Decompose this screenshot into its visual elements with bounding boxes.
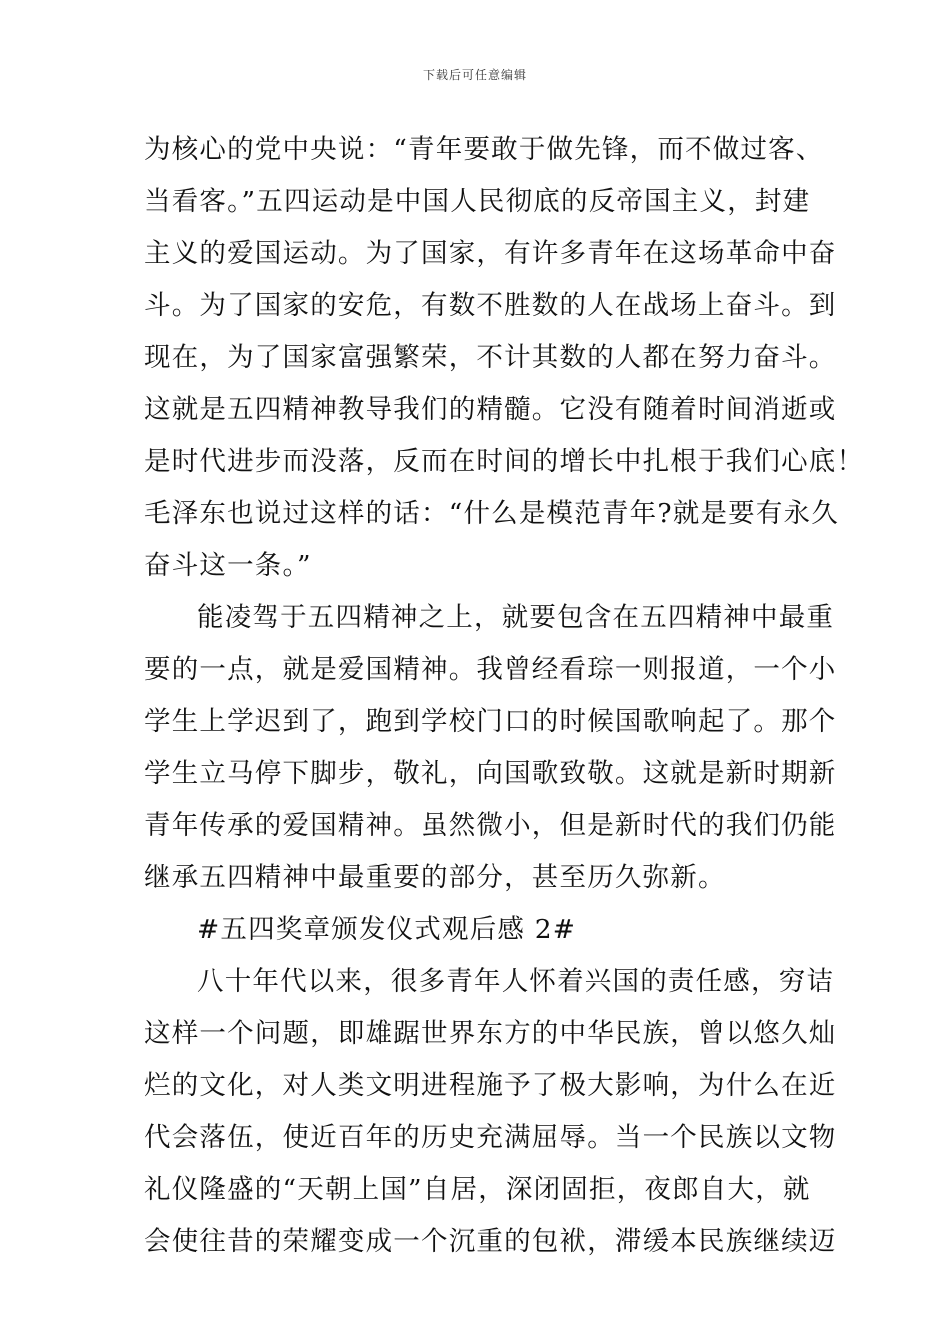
text-line: 毛泽东也说过这样的话：“什么是模范青年?就是要有永久: [144, 498, 839, 529]
text-line: 学生立马停下脚步，敬礼，向国歌致敬。这就是新时期新: [144, 758, 837, 789]
text-line: 当看客。”五四运动是中国人民彻底的反帝国主义，封建: [144, 186, 811, 217]
text-line: 八十年代以来，很多青年人怀着兴国的责任感，穷诘: [197, 966, 835, 997]
text-line: 能凌驾于五四精神之上，就要包含在五四精神中最重: [197, 602, 835, 633]
body-text: [144, 124, 865, 1268]
text-line: 这就是五四精神教导我们的精髓。它没有随着时间消逝或: [144, 394, 837, 425]
text-line: 现在，为了国家富强繁荣，不计其数的人都在努力奋斗。: [144, 342, 837, 373]
section-heading: #五四奖章颁发仪式观后感 2#: [197, 914, 577, 945]
text-line: 烂的文化，对人类文明进程施予了极大影响，为什么在近: [144, 1070, 837, 1101]
text-line: 要的一点，就是爱国精神。我曾经看琮一则报道，一个小: [144, 654, 837, 685]
text-line: 奋斗这一条。”: [144, 550, 312, 581]
text-line: 会使往昔的荣耀变成一个沉重的包袱，滞缓本民族继续迈: [144, 1226, 837, 1257]
text-line: 斗。为了国家的安危，有数不胜数的人在战场上奋斗。到: [144, 290, 837, 321]
text-line: 为核心的党中央说：“青年要敢于做先锋，而不做过客、: [144, 134, 824, 165]
text-line: 青年传承的爱国精神。虽然微小，但是新时代的我们仍能: [144, 810, 837, 841]
text-line: 礼仪隆盛的“天朝上国”自居，深闭固拒，夜郎自大，就: [144, 1174, 811, 1205]
text-line: 这样一个问题，即雄踞世界东方的中华民族，曾以悠久灿: [144, 1018, 837, 1049]
text-line: 主义的爱国运动。为了国家，有许多青年在这场革命中奋: [144, 238, 837, 269]
text-line: 是时代进步而没落，反而在时间的增长中扎根于我们心底！: [144, 446, 865, 477]
text-line: 继承五四精神中最重要的部分，甚至历久弥新。: [144, 862, 726, 893]
text-line: 代会落伍，使近百年的历史充满屈辱。当一个民族以文物: [144, 1122, 837, 1153]
header-note: 下载后可任意编辑: [422, 68, 527, 82]
text-line: 学生上学迟到了，跑到学校门口的时候国歌响起了。那个: [144, 706, 837, 737]
